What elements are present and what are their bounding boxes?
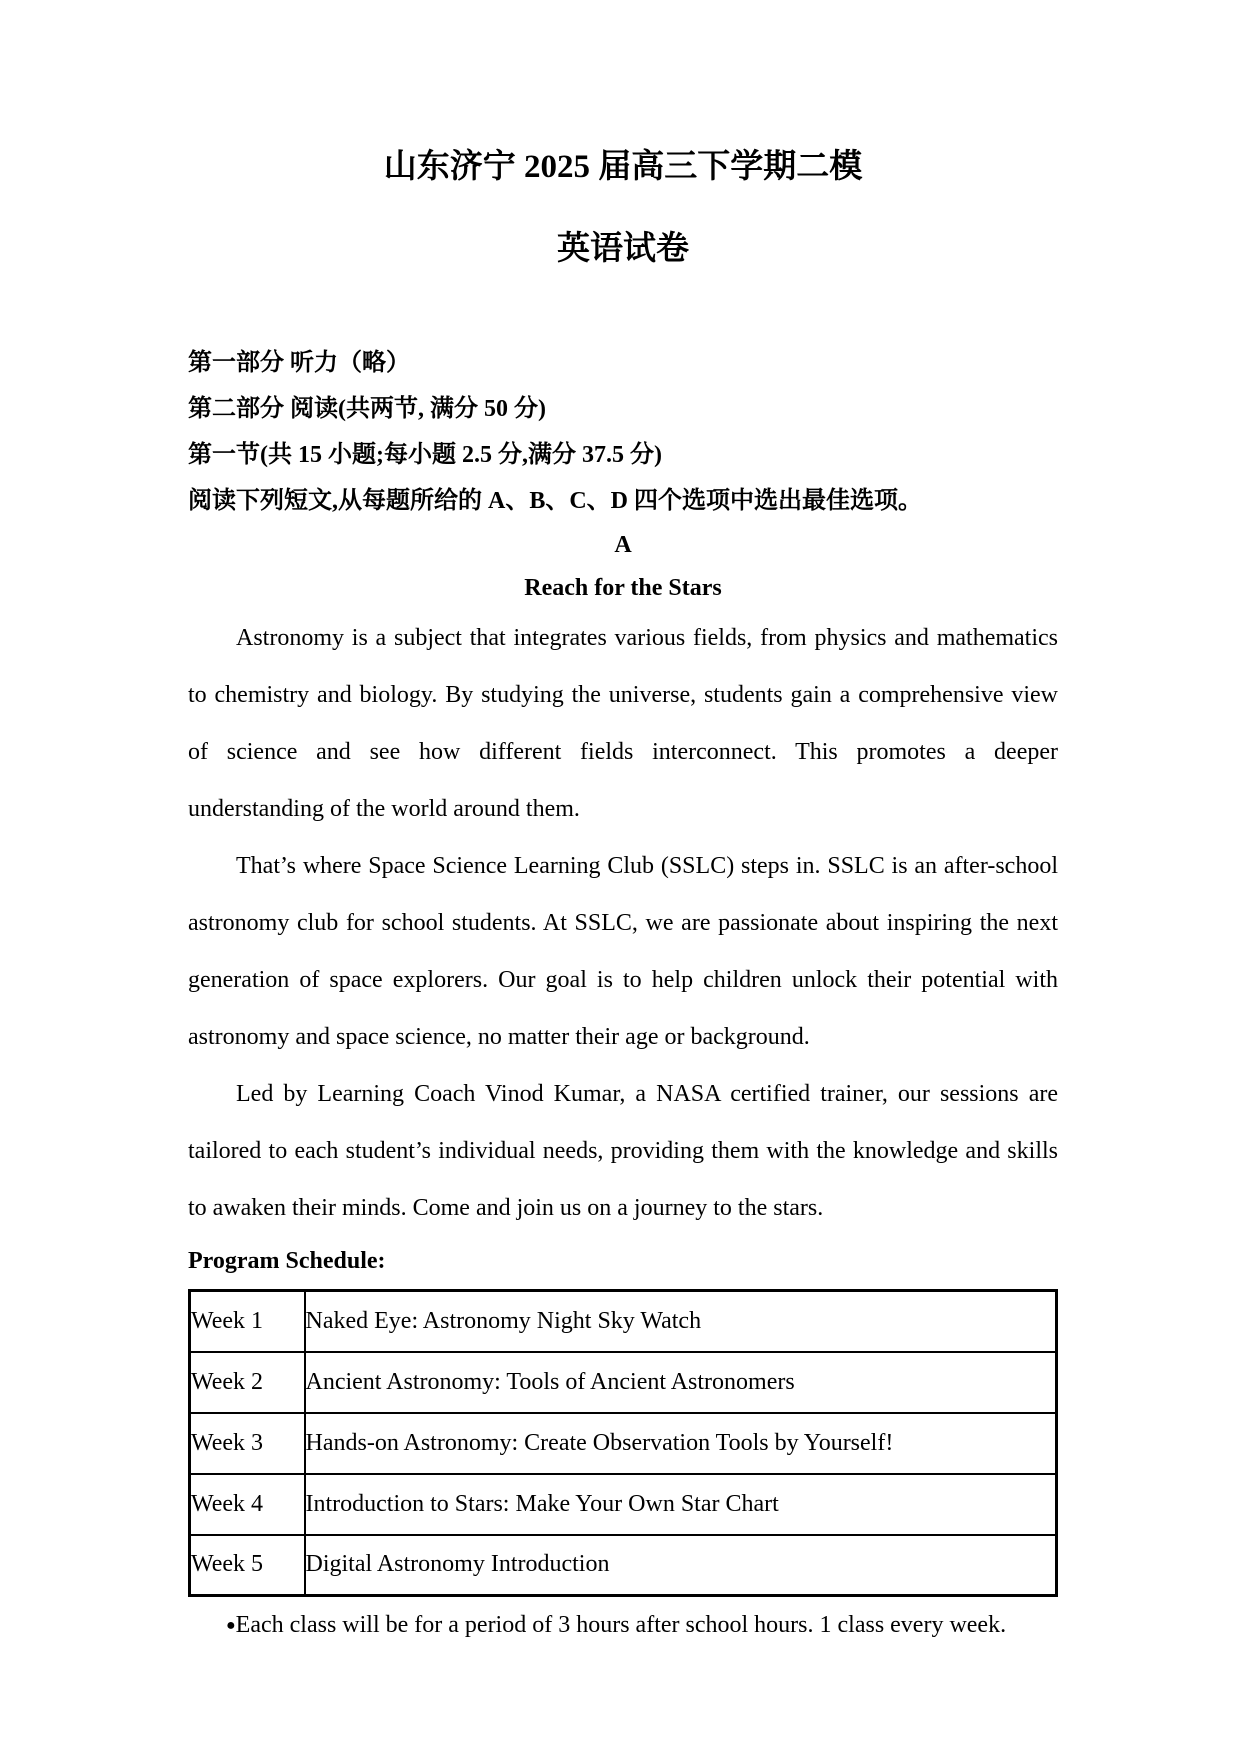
part2-reading-heading: 第二部分 阅读(共两节, 满分 50 分) xyxy=(188,396,546,422)
table-row-week-4 xyxy=(190,1474,1057,1535)
passage-paragraph-3: Led by Learning Coach Vinod Kumar, a NASA certified trainer, our sessions are tailored to each student’s individual needs, providing them with the knowledge and skills to awaken their minds. Come and join us on a journey to the stars. xyxy=(188,1081,1058,1221)
exam-title: 山东济宁 2025 届高三下学期二模 xyxy=(383,149,863,185)
table-row-week-1 xyxy=(190,1291,1057,1352)
passage-paragraph-1: Astronomy is a subject that integrates various fields, from physics and mathematics to chemistry and biology. By studying the universe, students gain a comprehensive view of science and see how different fields interconnect. This promotes a deeper understanding of the world around them. xyxy=(188,625,1058,822)
activity-cell: Naked Eye: Astronomy Night Sky Watch xyxy=(305,1291,1057,1352)
program-schedule-heading: Program Schedule: xyxy=(188,1248,386,1274)
table-row-week-2 xyxy=(190,1352,1057,1413)
exam-subtitle: 英语试卷 xyxy=(557,231,689,267)
week-cell: Week 2 xyxy=(190,1352,305,1413)
section-headings xyxy=(188,340,1058,524)
schedule-note xyxy=(226,1609,1058,1642)
week-cell: Week 1 xyxy=(190,1291,305,1352)
table-row-week-3 xyxy=(190,1413,1057,1474)
passage-paragraph-2: That’s where Space Science Learning Club (SSLC) steps in. SSLC is an after-school astronomy club for school students. At SSLC, we are passionate about inspiring the next generation of space explorers. Our goal is to help children unlock their potential with astronomy and space science, no matter their age or background. xyxy=(188,853,1058,1050)
program-schedule-table xyxy=(188,1289,1058,1597)
activity-cell: Digital Astronomy Introduction xyxy=(305,1535,1057,1596)
schedule-note-text: Each class will be for a period of 3 hours after school hours. 1 class every week. xyxy=(235,1612,1007,1638)
activity-cell: Ancient Astronomy: Tools of Ancient Astronomers xyxy=(305,1352,1057,1413)
week-cell: Week 5 xyxy=(190,1535,305,1596)
bullet-icon: ● xyxy=(226,1617,236,1634)
table-row-week-5 xyxy=(190,1535,1057,1596)
reading-instruction: 阅读下列短文,从每题所给的 A、B、C、D 四个选项中选出最佳选项。 xyxy=(188,488,923,514)
passage-label: A xyxy=(614,532,632,558)
activity-cell: Hands-on Astronomy: Create Observation Tools by Yourself! xyxy=(305,1413,1057,1474)
activity-cell: Introduction to Stars: Make Your Own Star Chart xyxy=(305,1474,1057,1535)
passage-title: Reach for the Stars xyxy=(524,575,722,601)
week-cell: Week 4 xyxy=(190,1474,305,1535)
week-cell: Week 3 xyxy=(190,1413,305,1474)
part1-listening-heading: 第一部分 听力（略） xyxy=(188,350,410,376)
section1-heading: 第一节(共 15 小题;每小题 2.5 分,满分 37.5 分) xyxy=(188,442,662,468)
